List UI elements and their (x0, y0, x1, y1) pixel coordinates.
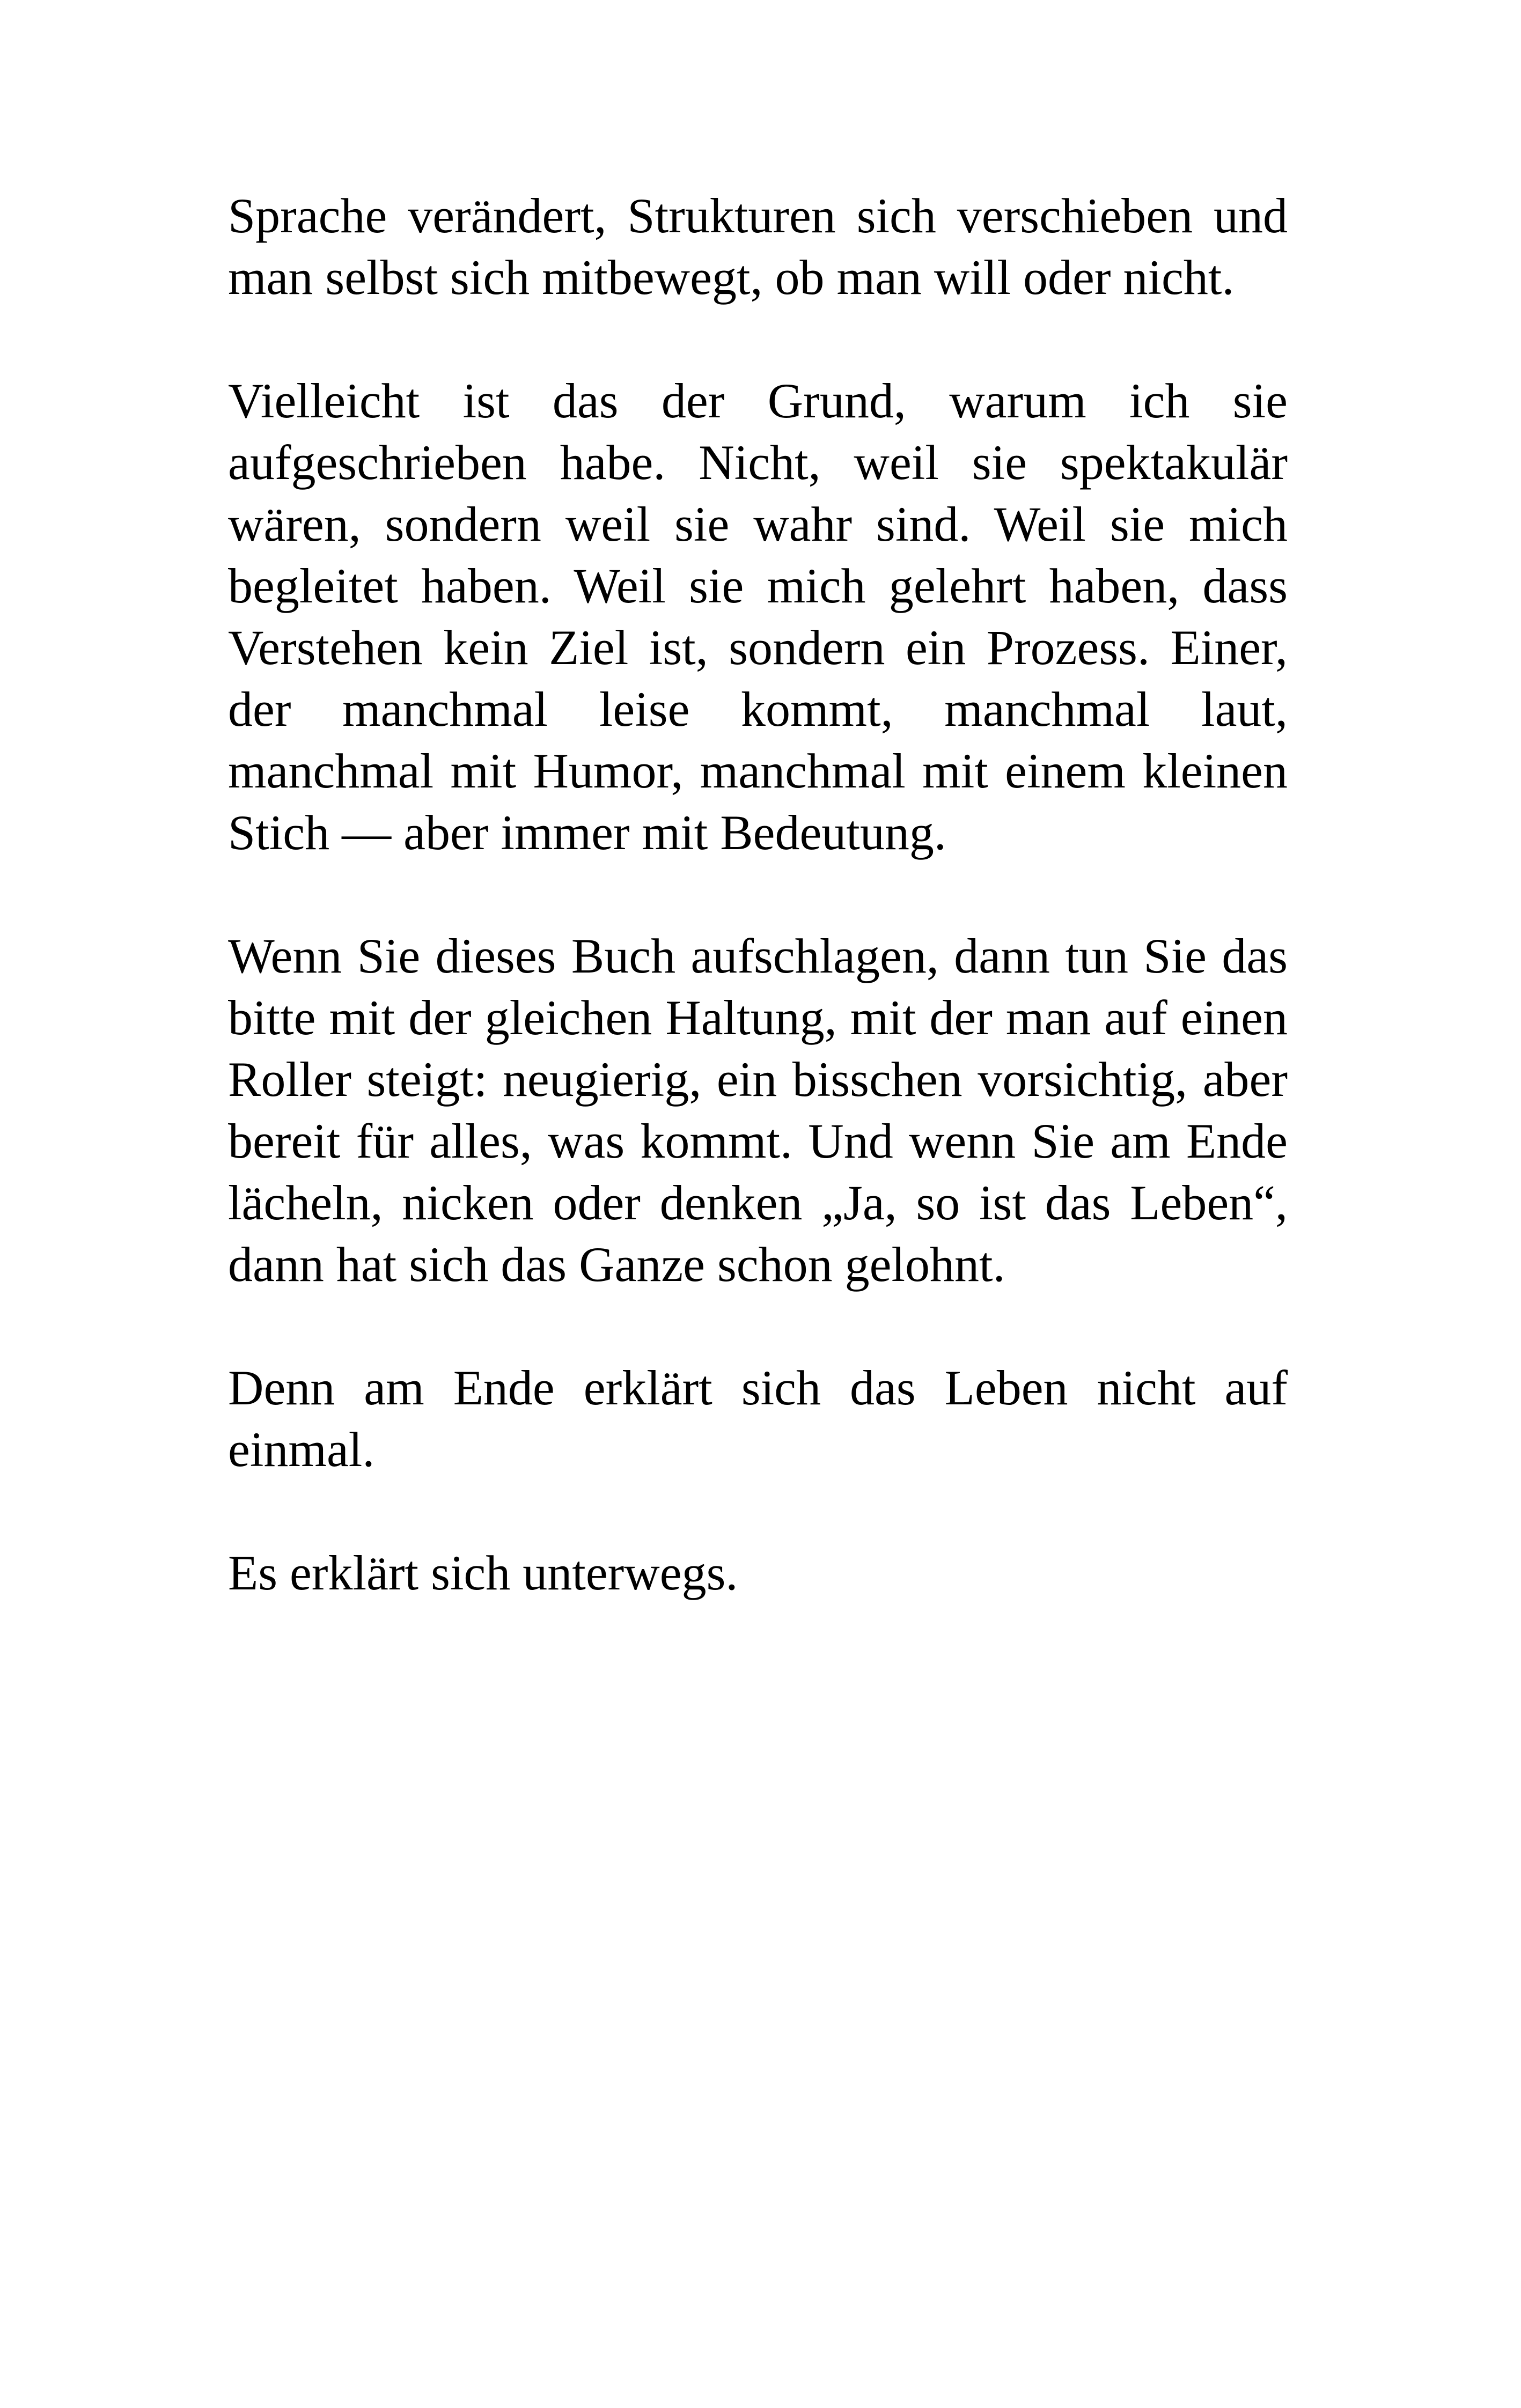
paragraph-2: Vielleicht ist das der Grund, warum ich sie aufgeschrieben habe. Nicht, weil sie spektakulär wären, sondern weil sie wahr sind. Weil sie mich begleitet haben. Weil sie mich gelehrt haben, dass Verstehen kein Ziel ist, sondern ein Prozess. Einer, der manchmal leise kommt, manchmal laut, manchmal mit Humor, manchmal mit einem kleinen Stich — aber immer mit Bedeutung. (228, 373, 1288, 860)
paragraph-1: Sprache verändert, Strukturen sich verschieben und man selbst sich mitbewegt, ob man will oder nicht. (228, 188, 1288, 305)
page-body-text (228, 185, 1288, 1604)
paragraph-4: Denn am Ende erklärt sich das Leben nicht auf einmal. (228, 1360, 1288, 1477)
paragraph-3: Wenn Sie dieses Buch aufschlagen, dann tun Sie das bitte mit der gleichen Haltung, mit der man auf einen Roller steigt: neugierig, ein bisschen vorsichtig, aber bereit für alles, was kommt. Und wenn Sie am Ende lächeln, nicken oder denken „Ja, so ist das Leben“, dann hat sich das Ganze schon gelohnt. (228, 929, 1288, 1292)
paragraph-5: Es erklärt sich unterwegs. (228, 1545, 738, 1600)
